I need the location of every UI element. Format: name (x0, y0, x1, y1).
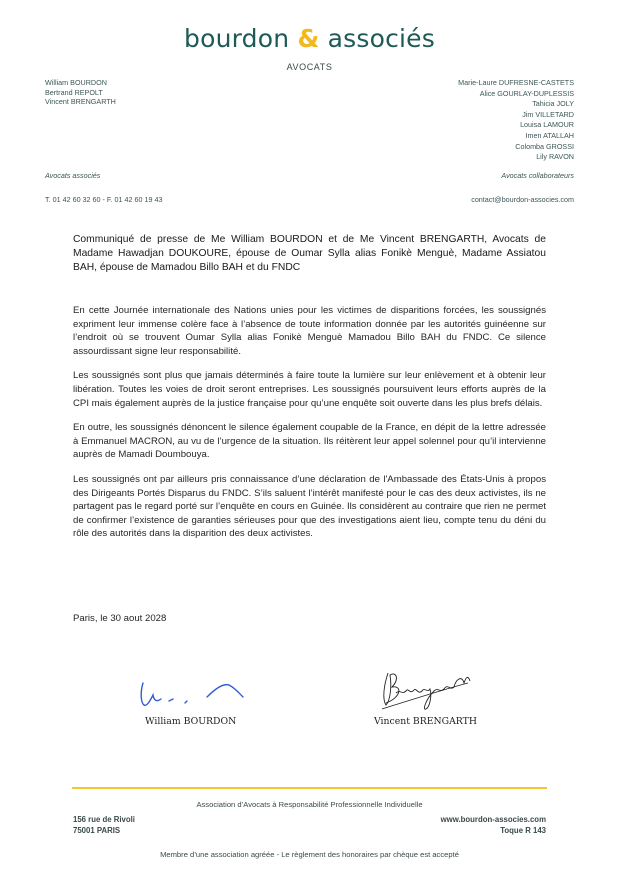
body-paragraph: En outre, les soussignés dénoncent le silence également coupable de la France, en dépit de la lettre adressée à Emmanuel MACRON, au vu de l’urgence de la situation. Ils réitèrent leur appel solennel pour qu’il intervienne auprès de Mamadi Doumbouya. (73, 422, 546, 461)
partners-role-label: Avocats associés (45, 171, 101, 180)
address-city: 75001 PARIS (73, 826, 121, 835)
footer-association: Association d’Avocats à Responsabilité Professionnelle Individuelle (196, 800, 423, 809)
collaborator-name: Colomba GROSSI (515, 141, 574, 151)
date-line: Paris, le 30 aout 2028 (73, 613, 167, 624)
logo-text-associes: associés (319, 24, 435, 53)
phone-fax: T. 01 42 60 32 60 - F. 01 42 60 19 43 (45, 195, 163, 204)
signature-bourdon-icon (135, 675, 250, 715)
logo-ampersand: & (297, 24, 320, 53)
collaborators-role-label: Avocats collaborateurs (501, 171, 574, 180)
footer-address (73, 814, 135, 836)
firm-logo (0, 24, 619, 53)
partner-name: Vincent BRENGARTH (45, 97, 116, 107)
footer-note: Membre d’une association agréée - Le règlement des honoraires par chèque est accepté (160, 850, 459, 859)
partner-name: Bertrand REPOLT (45, 87, 103, 97)
collaborators-list (458, 78, 574, 163)
press-release-body (73, 304, 546, 552)
partners-list (45, 78, 116, 107)
collaborator-name: Marie-Laure DUFRESNE-CASTETS (458, 78, 574, 87)
collaborator-name: Tahicia JOLY (532, 99, 574, 109)
logo-text-bourdon: bourdon (184, 24, 298, 53)
collaborator-name: Imen ATALLAH (525, 130, 574, 140)
collaborator-name: Jim VILLETARD (522, 109, 574, 119)
signatory-name: William BOURDON (145, 716, 237, 727)
footer-website-link[interactable]: www.bourdon-associes.com (440, 815, 546, 824)
collaborator-name: Alice GOURLAY-DUPLESSIS (479, 88, 574, 98)
footer-toque: Toque R 143 (500, 826, 546, 835)
partner-name: William BOURDON (45, 78, 107, 87)
firm-subtitle: AVOCATS (286, 62, 333, 72)
footer-divider (72, 787, 547, 789)
press-release-title: Communiqué de presse de Me William BOURDON et de Me Vincent BRENGARTH, Avocats de Madame Hawadjan DOUKOURE, épouse de Oumar Sylla alias Fonikè Menguè, Madame Assiatou BAH, épouse de Mamadou Billo BAH et du FNDC (73, 234, 546, 273)
collaborator-name: Louisa LAMOUR (520, 120, 574, 130)
body-paragraph: En cette Journée internationale des Nations unies pour les victimes de disparitions forcées, les soussignés expriment leur immense colère face à l’absence de toute information donnée par les autorités guinéenne sur l’endroit où se trouvent Oumar Sylla alias Fonikè Menguè Mamadou Billo BAH du FNDC. Ce silence assourdissant signe leur responsabilité. (73, 305, 546, 357)
signatory-name: Vincent BRENGARTH (374, 716, 477, 727)
address-street: 156 rue de Rivoli (73, 815, 135, 824)
footer-web-toque (441, 814, 546, 836)
signature-brengarth-icon (378, 665, 478, 715)
collaborator-name: Lily RAVON (536, 152, 574, 162)
contact-email[interactable]: contact@bourdon-associes.com (471, 195, 574, 204)
body-paragraph: Les soussignés ont par ailleurs pris connaissance d’une déclaration de l'Ambassade des États-Unis à propos des Dirigeants Portés Disparus du FNDC. S’ils saluent l’intérêt manifesté pour le cas des deux activistes, ils ne partagent pas le regard porté sur l’enquête en cours en Guinée. Ils considèrent au contraire que rien ne permet de confirmer l’existence de garanties sérieuses pour que des investigations aient lieu, compte tenu du déni du rôle des autorités dans la disparition des deux activistes. (73, 473, 546, 540)
body-paragraph: Les soussignés sont plus que jamais déterminés à faire toute la lumière sur leur enlèvement et à obtenir leur libération. Toutes les voies de droit seront entreprises. Les soussignés poursuivent leurs efforts auprès de la CPI mais également auprès de la justice française pour qu’une enquête soit ouverte dans les plus brefs délais. (73, 370, 546, 409)
